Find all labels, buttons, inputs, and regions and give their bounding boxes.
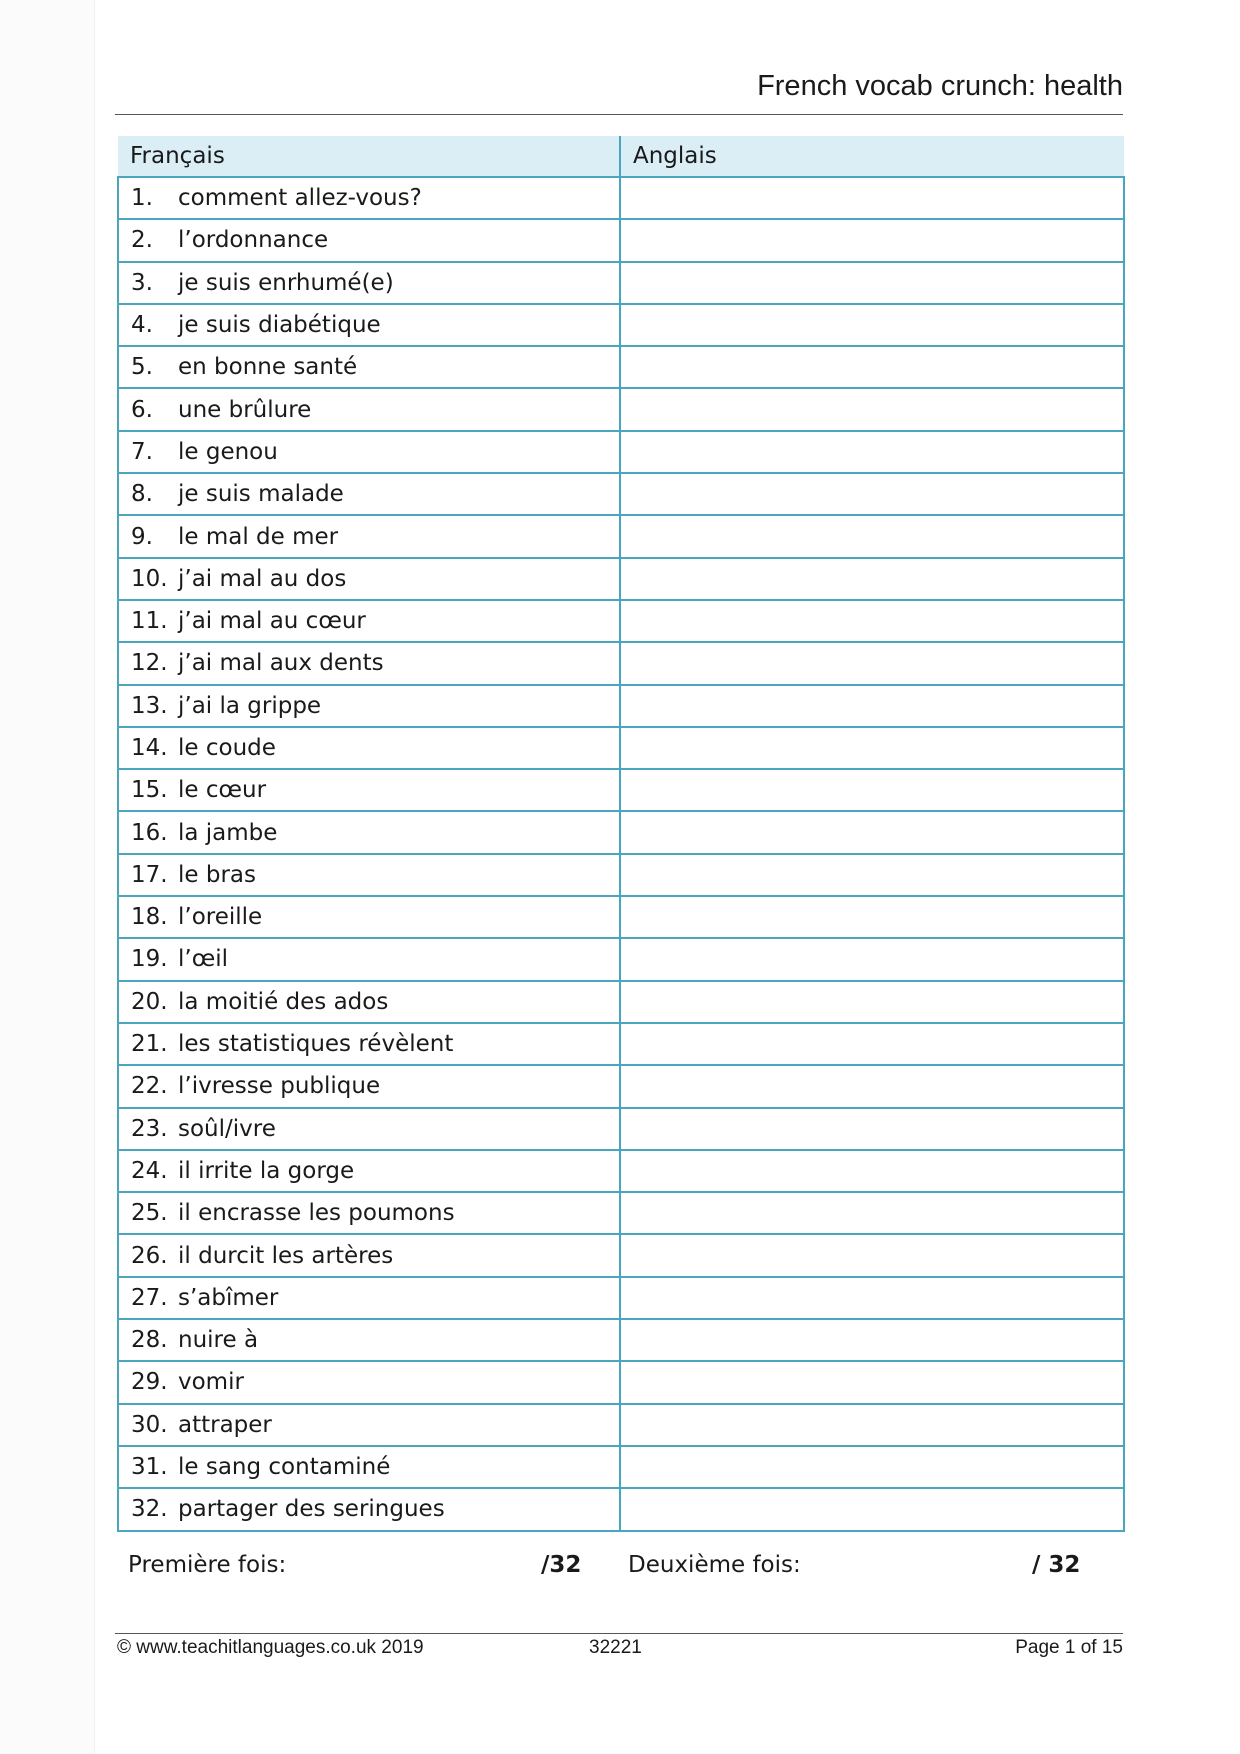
- french-term-cell: [118, 685, 620, 727]
- item-number: 20.: [131, 988, 168, 1015]
- french-term-cell: [118, 219, 620, 261]
- table-header-row: [118, 136, 1124, 177]
- page-margin: [0, 0, 95, 1754]
- english-answer-cell: [620, 642, 1124, 684]
- item-number: 18.: [131, 904, 168, 931]
- french-term-cell: [118, 177, 620, 219]
- french-term-cell: [118, 1277, 620, 1319]
- second-attempt-label: Deuxième fois:: [628, 1552, 801, 1578]
- item-number: 3.: [131, 269, 153, 296]
- table-row: [118, 515, 1124, 557]
- table-row: [118, 854, 1124, 896]
- french-term: il irrite la gorge: [178, 1157, 355, 1184]
- english-answer-cell: [620, 896, 1124, 938]
- english-answer-cell: [620, 1108, 1124, 1150]
- footer-divider: [115, 1633, 1123, 1634]
- item-number: 19.: [131, 946, 168, 973]
- english-answer-cell: [620, 388, 1124, 430]
- french-term: la moitié des ados: [178, 988, 389, 1015]
- table-row: [118, 727, 1124, 769]
- french-term: comment allez-vous?: [178, 185, 422, 212]
- document-title: French vocab crunch: health: [757, 70, 1123, 102]
- french-term: le bras: [178, 861, 256, 888]
- english-answer-cell: [620, 1446, 1124, 1488]
- table-row: [118, 473, 1124, 515]
- french-term: j’ai mal au cœur: [178, 608, 366, 635]
- item-number: 12.: [131, 650, 168, 677]
- table-row: [118, 642, 1124, 684]
- french-term-cell: [118, 1319, 620, 1361]
- french-term-cell: [118, 811, 620, 853]
- french-term-cell: [118, 515, 620, 557]
- vocab-table: [117, 136, 1125, 1532]
- french-term: le genou: [178, 438, 278, 465]
- column-header-french: Français: [118, 136, 620, 177]
- item-number: 10.: [131, 565, 168, 592]
- table-row: [118, 1023, 1124, 1065]
- english-answer-cell: [620, 1065, 1124, 1107]
- french-term: le coude: [178, 735, 276, 761]
- french-term-cell: [118, 558, 620, 600]
- french-term: en bonne santé: [178, 354, 358, 381]
- french-term-cell: [118, 1234, 620, 1276]
- english-answer-cell: [620, 515, 1124, 557]
- english-answer-cell: [620, 727, 1124, 769]
- table-row: [118, 1277, 1124, 1319]
- page-footer: [0, 1637, 1240, 1663]
- table-row: [118, 1446, 1124, 1488]
- item-number: 16.: [131, 819, 168, 846]
- table-row: [118, 431, 1124, 473]
- french-term: j’ai la grippe: [178, 692, 322, 719]
- english-answer-cell: [620, 1192, 1124, 1234]
- table-row: [118, 1488, 1124, 1530]
- french-term: l’ordonnance: [178, 227, 329, 254]
- french-term-cell: [118, 1065, 620, 1107]
- french-term: le cœur: [178, 777, 267, 804]
- item-number: 7.: [131, 438, 153, 465]
- english-answer-cell: [620, 600, 1124, 642]
- french-term: l’ivresse publique: [178, 1073, 381, 1100]
- french-term-cell: [118, 938, 620, 980]
- title-divider: [115, 114, 1123, 115]
- english-answer-cell: [620, 346, 1124, 388]
- table-row: [118, 896, 1124, 938]
- french-term: soûl/ivre: [178, 1115, 276, 1142]
- french-term-cell: [118, 388, 620, 430]
- item-number: 4.: [131, 312, 153, 339]
- french-term-cell: [118, 1192, 620, 1234]
- french-term-cell: [118, 642, 620, 684]
- english-answer-cell: [620, 1277, 1124, 1319]
- english-answer-cell: [620, 1404, 1124, 1446]
- footer-copyright: © www.teachitlanguages.co.uk 2019: [117, 1637, 424, 1658]
- table-row: [118, 1234, 1124, 1276]
- item-number: 32.: [131, 1496, 168, 1523]
- english-answer-cell: [620, 981, 1124, 1023]
- english-answer-cell: [620, 431, 1124, 473]
- english-answer-cell: [620, 473, 1124, 515]
- english-answer-cell: [620, 938, 1124, 980]
- french-term-cell: [118, 896, 620, 938]
- item-number: 14.: [131, 735, 168, 761]
- french-term: j’ai mal aux dents: [178, 650, 384, 677]
- french-term: le sang contaminé: [178, 1454, 391, 1481]
- item-number: 31.: [131, 1454, 168, 1481]
- footer-resource-code: 32221: [589, 1637, 642, 1658]
- item-number: 6.: [131, 396, 153, 423]
- table-row: [118, 558, 1124, 600]
- french-term-cell: [118, 769, 620, 811]
- french-term-cell: [118, 473, 620, 515]
- item-number: 8.: [131, 481, 153, 508]
- french-term: les statistiques révèlent: [178, 1031, 454, 1058]
- french-term: je suis diabétique: [178, 312, 381, 339]
- table-row: [118, 600, 1124, 642]
- table-row: [118, 346, 1124, 388]
- item-number: 21.: [131, 1031, 168, 1058]
- table-row: [118, 304, 1124, 346]
- table-row: [118, 981, 1124, 1023]
- french-term-cell: [118, 1108, 620, 1150]
- french-term-cell: [118, 1404, 620, 1446]
- french-term: je suis enrhumé(e): [178, 269, 394, 296]
- item-number: 23.: [131, 1115, 168, 1142]
- french-term-cell: [118, 1446, 620, 1488]
- french-term-cell: [118, 1488, 620, 1530]
- english-answer-cell: [620, 1361, 1124, 1403]
- english-answer-cell: [620, 219, 1124, 261]
- french-term: j’ai mal au dos: [178, 565, 347, 592]
- table-row: [118, 177, 1124, 219]
- table-row: [118, 1319, 1124, 1361]
- french-term: vomir: [178, 1369, 244, 1396]
- first-attempt-label: Première fois:: [128, 1552, 287, 1578]
- item-number: 26.: [131, 1242, 168, 1269]
- french-term-cell: [118, 600, 620, 642]
- english-answer-cell: [620, 177, 1124, 219]
- english-answer-cell: [620, 1319, 1124, 1361]
- table-row: [118, 938, 1124, 980]
- table-row: [118, 262, 1124, 304]
- table-row: [118, 1404, 1124, 1446]
- item-number: 27.: [131, 1284, 168, 1311]
- score-row: [0, 1552, 1240, 1586]
- item-number: 22.: [131, 1073, 168, 1100]
- first-attempt-total: /32: [541, 1552, 582, 1578]
- english-answer-cell: [620, 262, 1124, 304]
- french-term: il durcit les artères: [178, 1242, 394, 1269]
- footer-page-number: Page 1 of 15: [1015, 1637, 1123, 1658]
- item-number: 5.: [131, 354, 153, 381]
- french-term-cell: [118, 1150, 620, 1192]
- table-row: [118, 685, 1124, 727]
- french-term: le mal de mer: [178, 523, 339, 550]
- english-answer-cell: [620, 854, 1124, 896]
- french-term: attraper: [178, 1411, 272, 1438]
- english-answer-cell: [620, 1488, 1124, 1530]
- french-term: nuire à: [178, 1327, 259, 1354]
- table-row: [118, 219, 1124, 261]
- table-row: [118, 1065, 1124, 1107]
- english-answer-cell: [620, 1234, 1124, 1276]
- french-term: une brûlure: [178, 396, 312, 423]
- english-answer-cell: [620, 304, 1124, 346]
- french-term-cell: [118, 727, 620, 769]
- french-term-cell: [118, 431, 620, 473]
- french-term-cell: [118, 262, 620, 304]
- french-term: la jambe: [178, 819, 278, 846]
- item-number: 13.: [131, 692, 168, 719]
- item-number: 28.: [131, 1327, 168, 1354]
- french-term-cell: [118, 346, 620, 388]
- english-answer-cell: [620, 685, 1124, 727]
- english-answer-cell: [620, 811, 1124, 853]
- table-row: [118, 1361, 1124, 1403]
- item-number: 2.: [131, 227, 153, 254]
- table-row: [118, 1150, 1124, 1192]
- table-row: [118, 388, 1124, 430]
- french-term: partager des seringues: [178, 1496, 445, 1523]
- french-term: il encrasse les poumons: [178, 1200, 455, 1227]
- french-term-cell: [118, 1361, 620, 1403]
- item-number: 1.: [131, 185, 153, 212]
- table-row: [118, 1108, 1124, 1150]
- french-term: l’œil: [178, 946, 229, 973]
- english-answer-cell: [620, 1023, 1124, 1065]
- french-term: s’abîmer: [178, 1284, 279, 1311]
- english-answer-cell: [620, 558, 1124, 600]
- table-row: [118, 1192, 1124, 1234]
- second-attempt-total: / 32: [1032, 1552, 1081, 1578]
- item-number: 11.: [131, 608, 168, 635]
- column-header-english: Anglais: [620, 136, 1124, 177]
- english-answer-cell: [620, 769, 1124, 811]
- french-term-cell: [118, 854, 620, 896]
- french-term: je suis malade: [178, 481, 344, 508]
- french-term: l’oreille: [178, 904, 263, 931]
- item-number: 17.: [131, 861, 168, 888]
- french-term-cell: [118, 304, 620, 346]
- table-row: [118, 769, 1124, 811]
- item-number: 9.: [131, 523, 153, 550]
- french-term-cell: [118, 1023, 620, 1065]
- item-number: 25.: [131, 1200, 168, 1227]
- item-number: 15.: [131, 777, 168, 804]
- table-row: [118, 811, 1124, 853]
- item-number: 24.: [131, 1157, 168, 1184]
- english-answer-cell: [620, 1150, 1124, 1192]
- french-term-cell: [118, 981, 620, 1023]
- item-number: 30.: [131, 1411, 168, 1438]
- item-number: 29.: [131, 1369, 168, 1396]
